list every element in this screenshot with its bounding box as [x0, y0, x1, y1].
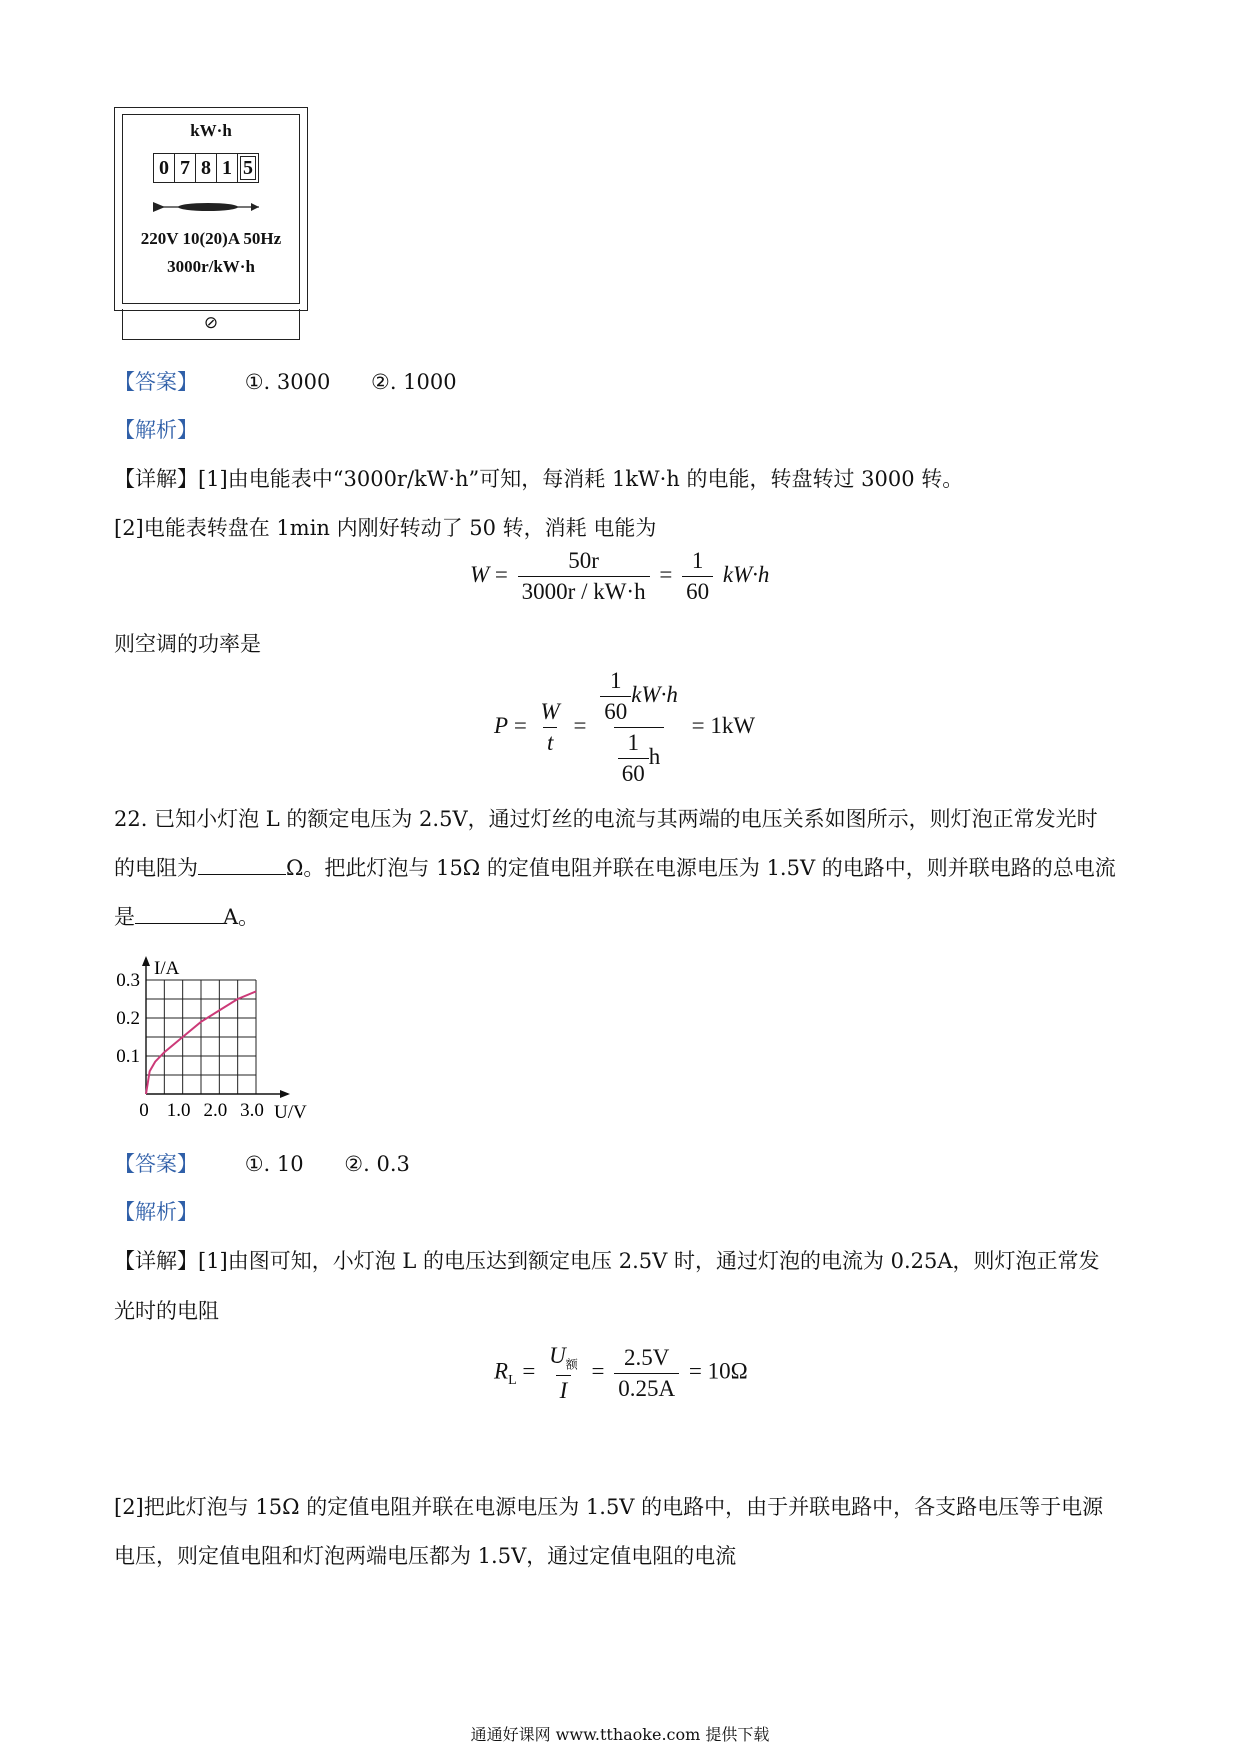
- equation-energy: W = $\frac{50r}{3000r / kW\cdot h}$ = $\frac{1}{60}$ kW·h: [470, 548, 770, 604]
- x-tick-label: 2.0: [203, 1100, 228, 1121]
- x-tick-label: 0: [139, 1100, 149, 1121]
- analysis-tag: 【解析】: [114, 418, 198, 442]
- detail-text: 【详解】[1]由图可知，小灯泡 L 的电压达到额定电压 2.5V 时，通过灯泡的电流为 0.25A，则灯泡正常发: [114, 1249, 1100, 1273]
- detail-text: 则空调的功率是: [114, 632, 261, 656]
- analysis-tag: 【解析】: [114, 1200, 198, 1224]
- meter-frame: [114, 107, 308, 311]
- question-stem: 是 A。: [114, 905, 260, 929]
- answer-item: ①. 10: [244, 1152, 304, 1176]
- x-axis-label: U/V: [274, 1102, 307, 1123]
- eq-fraction: $\frac{1}{60}$: [682, 548, 713, 605]
- y-tick-label: 0.1: [116, 1046, 140, 1067]
- meter-digit: 0: [153, 153, 174, 183]
- y-tick-label: 0.3: [116, 970, 140, 991]
- eq-result: 1kW: [710, 712, 756, 738]
- meter-digit: 8: [195, 153, 216, 183]
- answer-item: ②. 1000: [371, 370, 457, 394]
- eq-fraction: $\frac{W}{t}$: [540, 699, 560, 755]
- meter-rating: 220V 10(20)A 50Hz: [140, 229, 282, 248]
- iv-chart: [108, 950, 328, 1130]
- eq-fraction: $\frac{50r}{3000r / kW\cdot h}$: [518, 548, 650, 605]
- equation-resistance: $R_L$ = $\frac{U_额}{I}$ = $\frac{2.5V}{0.25A}$ = 10Ω: [494, 1343, 748, 1403]
- detail-text: [2]电能表转盘在 1min 内刚好转动了 50 转，消耗 电能为: [114, 516, 657, 540]
- eq-symbol: W: [470, 561, 490, 587]
- meter-disc-icon: [153, 199, 263, 215]
- eq-unit: kW·h: [722, 561, 770, 587]
- x-tick-label: 1.0: [166, 1100, 191, 1121]
- answer-line-21: [114, 366, 457, 396]
- page-footer: 通通好课网 www.tthaoke.com 提供下载: [470, 1725, 770, 1744]
- meter-digit: 1: [216, 153, 237, 183]
- detail-text: 光时的电阻: [114, 1299, 219, 1323]
- meter-digit: 7: [174, 153, 195, 183]
- eq-fraction: $\frac{U_额}{I}$: [549, 1343, 578, 1403]
- answer-line-22: [114, 1148, 410, 1178]
- question-stem: 的电阻为 Ω。把此灯泡与 15Ω 的定值电阻并联在电源电压为 1.5V 的电路中，则并联电路的总电流: [114, 856, 1116, 880]
- detail-text: [2]把此灯泡与 15Ω 的定值电阻并联在电源电压为 1.5V 的电路中，由于并联电路中，各支路电压等于电源: [114, 1495, 1104, 1519]
- detail-text: 【详解】[1]由电能表中“3000r/kW·h”可知，每消耗 1kW·h 的电能，转盘转过 3000 转。: [114, 467, 964, 491]
- y-axis-arrow: [142, 956, 150, 966]
- meter-base: [122, 309, 300, 340]
- eq-fraction: $\frac{2.5V}{0.25A}$: [614, 1345, 679, 1402]
- meter-digit-decimal: 5: [237, 153, 259, 183]
- detail-text: 电压，则定值电阻和灯泡两端电压都为 1.5V，通过定值电阻的电流: [114, 1544, 737, 1568]
- x-axis-arrow: [280, 1090, 290, 1098]
- meter-digits: [153, 153, 259, 183]
- eq-symbol: P: [494, 712, 509, 738]
- answer-blank: [198, 856, 286, 875]
- equation-power: P = $\frac{W}{t}$ = $\frac{1}{60}$ kW·h $\frac{1}{60}$ h = 1kW: [494, 668, 756, 786]
- answer-blank: [135, 905, 223, 924]
- question-stem: 22. 已知小灯泡 L 的额定电压为 2.5V，通过灯丝的电流与其两端的电压关系如图所示，则灯泡正常发光时: [114, 807, 1098, 831]
- meter-face: [122, 114, 300, 304]
- answer-item: ②. 0.3: [344, 1152, 410, 1176]
- x-tick-label: 3.0: [240, 1100, 264, 1121]
- meter-screw-icon: ⊘: [203, 313, 219, 332]
- meter-constant: 3000r/kW·h: [167, 257, 255, 276]
- answer-item: ①. 3000: [244, 370, 331, 394]
- answer-tag: 【答案】: [114, 1152, 198, 1176]
- y-axis-label: I/A: [154, 958, 180, 979]
- meter-unit: kW·h: [190, 121, 232, 140]
- answer-tag: 【答案】: [114, 370, 198, 394]
- y-tick-label: 0.2: [116, 1008, 140, 1029]
- eq-compound-fraction: $\frac{1}{60}$ kW·h $\frac{1}{60}$ h: [596, 668, 682, 787]
